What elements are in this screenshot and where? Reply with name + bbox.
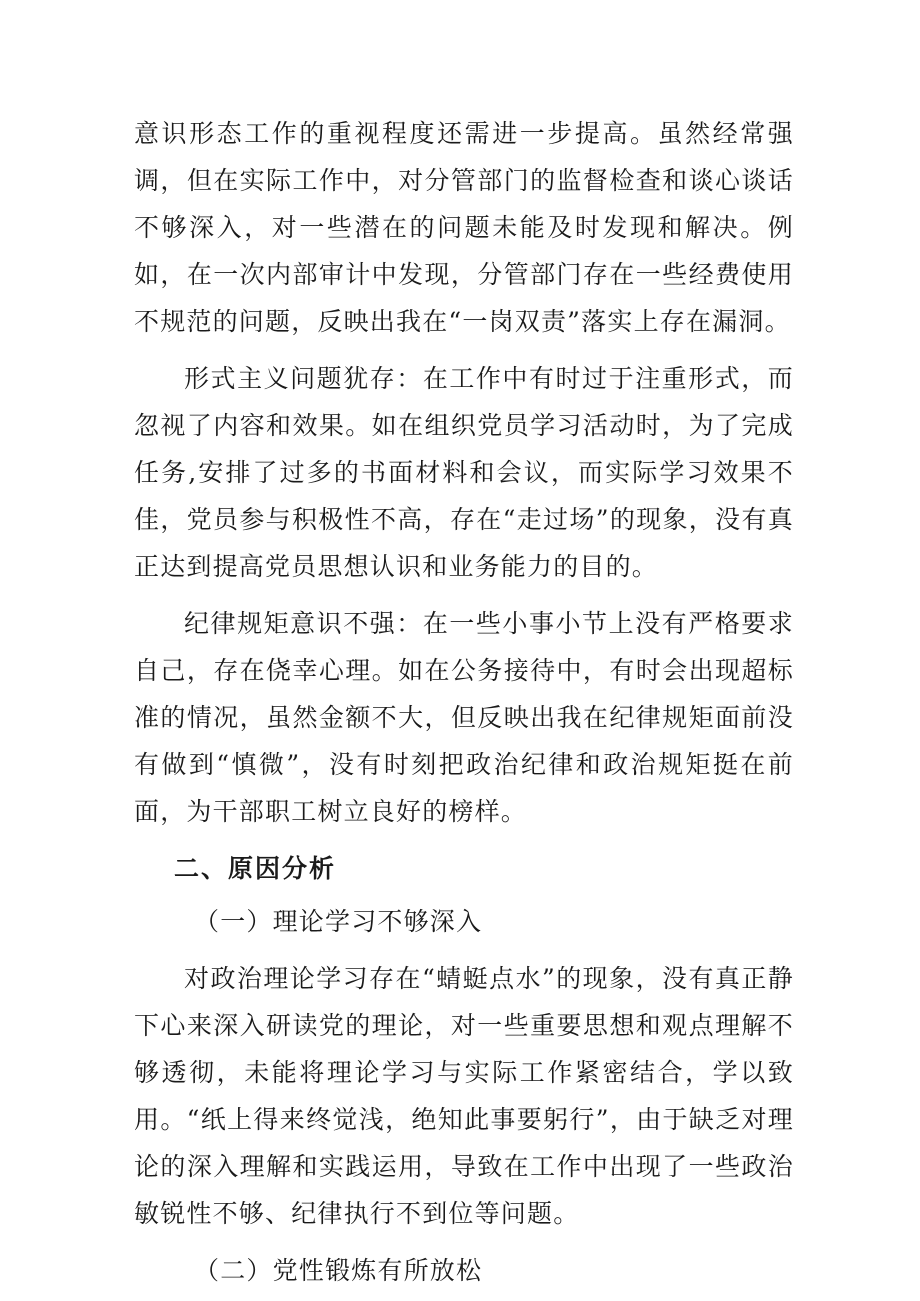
paragraph-formalism: 形式主义问题犹存：在工作中有时过于注重形式，而忽视了内容和效果。如在组织党员学习活动时，为了完成任务,安排了过多的书面材料和会议，而实际学习效果不佳，党员参与积极性不高，存在“走过场”的现象，没有真正达到提高党员思想认识和业务能力的目的。 <box>134 364 794 581</box>
document-body <box>134 110 794 1294</box>
paragraph-theory-study: 对政治理论学习存在“蜻蜓点水”的现象，没有真正静下心来深入研读党的理论，对一些重要思想和观点理解不够透彻，未能将理论学习与实际工作紧密结合，学以致用。“纸上得来终觉浅，绝知此事要躬行”，由于缺乏对理论的深入理解和实践运用，导致在工作中出现了一些政治敏锐性不够、纪律执行不到位等问题。 <box>134 964 794 1228</box>
subheading-theory-study: （一）理论学习不够深入 <box>194 907 483 936</box>
subheading-party-spirit: （二）党性锻炼有所放松 <box>194 1256 483 1285</box>
paragraph-ideology-work: 意识形态工作的重视程度还需进一步提高。虽然经常强调，但在实际工作中，对分管部门的监督检查和谈心谈话不够深入，对一些潜在的问题未能及时发现和解决。例如，在一次内部审计中发现，分管部门存在一些经费使用不规范的问题，反映出我在“一岗双责”落实上存在漏洞。 <box>134 119 794 336</box>
section-heading-cause-analysis: 二、原因分析 <box>174 854 337 883</box>
paragraph-discipline: 纪律规矩意识不强：在一些小事小节上没有严格要求自己，存在侥幸心理。如在公务接待中，有时会出现超标准的情况，虽然金额不大，但反映出我在纪律规矩面前没有做到“慎微”，没有时刻把政治纪律和政治规矩挺在前面，为干部职工树立良好的榜样。 <box>134 609 794 826</box>
